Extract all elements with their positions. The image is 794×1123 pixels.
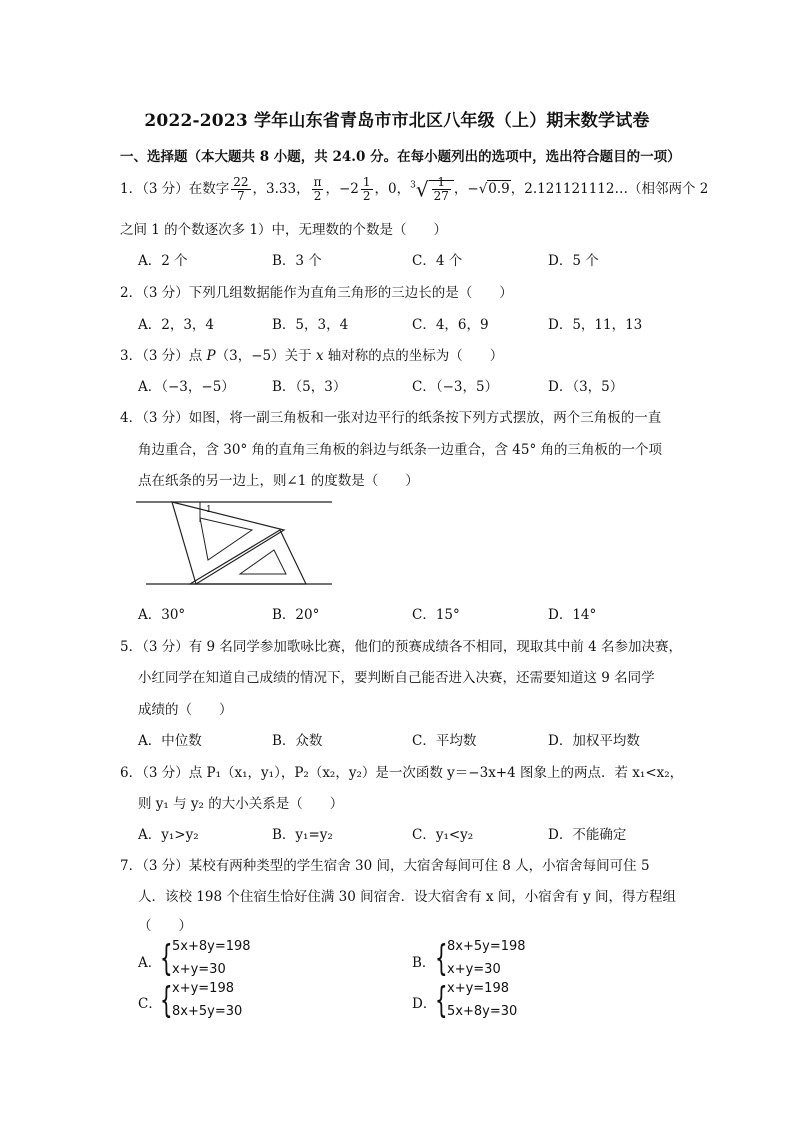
brace-icon: {: [435, 938, 448, 979]
q4-option-c: C．15°: [412, 607, 460, 623]
q5-line1: 5．（3 分）有 9 名同学参加歌咏比赛，他们的预赛成绩各不相同，现取其中前 4 名参加决赛，: [120, 639, 683, 655]
q5-option-b: B．众数: [272, 733, 323, 749]
radical-icon: √: [478, 181, 488, 197]
q1-f1-num: 22: [233, 175, 249, 189]
q7-d-eq1: x+y=198: [447, 981, 509, 996]
q4-option-d: D．14°: [548, 607, 597, 623]
q7-option-d-label: D．: [412, 996, 437, 1012]
q1-t3: ，0，: [374, 181, 411, 197]
q1-prefix: 1．（3 分）在数字: [120, 181, 230, 197]
q1-f2-den: 2: [313, 189, 322, 203]
q1-fraction-3: [361, 176, 373, 203]
q5-option-c: C．平均数: [412, 733, 477, 749]
q3-option-a: A．（−3，−5）: [138, 379, 235, 395]
q6-line2: 则 y₁ 与 y₂ 的大小关系是（ ）: [138, 796, 344, 812]
q1-f2-num: π: [313, 175, 322, 189]
q4-line3: 点在纸条的另一边上，则∠1 的度数是（ ）: [138, 473, 419, 489]
q2-option-d: D．5，11，13: [548, 317, 643, 333]
triangle-30-inner: [200, 518, 252, 560]
q6-option-c: C．y₁<y₂: [412, 827, 474, 843]
q3-axis-x: x: [315, 348, 324, 364]
q1-sqrt-value: 0.9: [488, 181, 510, 197]
q7-option-c-label: C．: [138, 996, 162, 1012]
triangle-ruler-figure: [136, 496, 336, 592]
brace-icon: {: [160, 980, 173, 1021]
q7-b-eq1: 8x+5y=198: [447, 939, 526, 954]
q1-f1-den: 7: [237, 189, 245, 203]
q1-cuberoot-radicand: [429, 175, 454, 203]
q3-text-a: 3．（3 分）点: [120, 348, 207, 364]
q7-option-b-label: B．: [412, 955, 436, 971]
q1-option-c: C．4 个: [412, 253, 463, 269]
q7-line3: （ ）: [138, 918, 192, 934]
angle-1-label: 1: [206, 505, 212, 515]
q7-b-eq2: x+y=30: [447, 962, 501, 977]
q3-option-d: D．（3，5）: [548, 379, 624, 395]
q6-option-a: A．y₁>y₂: [138, 827, 199, 843]
q7-line1: 7．（3 分）某校有两种类型的学生宿舍 30 间，大宿舍每间可住 8 人，小宿舍每间可住 5: [120, 858, 650, 874]
q7-a-eq2: x+y=30: [172, 962, 226, 977]
q1-line1: [120, 176, 708, 203]
q1-t2: ，−2: [325, 181, 359, 197]
q7-d-eq2: 5x+8y=30: [447, 1004, 518, 1019]
q1-f3-num: 1: [362, 175, 371, 189]
q1-t5: ，2.121121112…（相邻两个 2: [510, 181, 709, 197]
triangle-30-outer: [172, 502, 284, 584]
q4-line1: 4．（3 分）如图，将一副三角板和一张对边平行的纸条按下列方式摆放，两个三角板的一直: [120, 410, 662, 426]
brace-icon: {: [435, 980, 448, 1021]
q3-text-c: 轴对称的点的坐标为（ ）: [323, 348, 504, 364]
q5-line2: 小红同学在知道自己成绩的情况下，要判断自己能否进入决赛，还需要知道这 9 名同学: [138, 670, 655, 686]
q1-root-index: 3: [410, 180, 416, 191]
q7-c-eq1: x+y=198: [172, 981, 234, 996]
q1-fraction-2: [312, 176, 324, 203]
q3-option-b: B．（5，3）: [272, 379, 347, 395]
q1-option-d: D．5 个: [548, 253, 599, 269]
q1-f3-den: 2: [362, 189, 371, 203]
q6-option-b: B．y₁=y₂: [272, 827, 333, 843]
q1-f4-num: 1: [432, 176, 451, 190]
q3-text: [120, 344, 503, 364]
q4-option-a: A．30°: [138, 607, 186, 623]
exam-title: 2022-2023 学年山东省青岛市市北区八年级（上）期末数学试卷: [144, 111, 650, 131]
q5-option-d: D．加权平均数: [548, 733, 640, 749]
q1-f4-den: 27: [433, 189, 449, 203]
q2-text: 2．（3 分）下列几组数据能作为直角三角形的三边长的是（ ）: [120, 285, 513, 301]
q7-c-eq2: 8x+5y=30: [172, 1004, 243, 1019]
q7-a-eq1: 5x+8y=198: [172, 939, 251, 954]
q1-option-a: A．2 个: [138, 253, 188, 269]
radical-icon: √: [415, 177, 429, 202]
q1-option-b: B．3 个: [272, 253, 322, 269]
q1-line2: 之间 1 的个数逐次多 1）中，无理数的个数是（ ）: [120, 222, 448, 238]
q6-line1: 6．（3 分）点 P₁（x₁，y₁），P₂（x₂，y₂）是一次函数 y＝−3x+4 图象上的两点．若 x₁<x₂，: [120, 765, 684, 781]
q7-line2: 人．该校 198 个住宿生恰好住满 30 间宿舍．设大宿舍有 x 间，小宿舍有 y 间，得方程组: [138, 889, 677, 905]
q1-fraction-4: [432, 176, 451, 203]
q2-option-c: C．4，6，9: [412, 317, 489, 333]
q4-option-b: B．20°: [272, 607, 320, 623]
q2-option-a: A．2，3，4: [138, 317, 215, 333]
q3-point-p: P: [206, 348, 216, 364]
q5-line3: 成绩的（ ）: [138, 702, 233, 718]
triangle-45-inner: [240, 550, 286, 574]
section-heading: 一、选择题（本大题共 8 小题，共 24.0 分。在每小题列出的选项中，选出符合题目的一项）: [120, 149, 681, 165]
q3-option-c: C．（−3，5）: [412, 379, 499, 395]
q5-option-a: A．中位数: [138, 733, 202, 749]
q3-text-b: （3，−5）关于: [215, 348, 316, 364]
q2-option-b: B．5，3，4: [272, 317, 349, 333]
q7-option-a-label: A．: [138, 955, 162, 971]
q1-t4: ，−: [453, 181, 479, 197]
q1-t1: ，3.33，: [252, 181, 310, 197]
q4-line2: 角边重合，含 30° 角的直角三角板的斜边与纸条一边重合，含 45° 角的三角板的一个项: [138, 442, 663, 458]
q1-fraction-1: [231, 176, 250, 203]
q6-option-d: D．不能确定: [548, 827, 627, 843]
brace-icon: {: [160, 938, 173, 979]
